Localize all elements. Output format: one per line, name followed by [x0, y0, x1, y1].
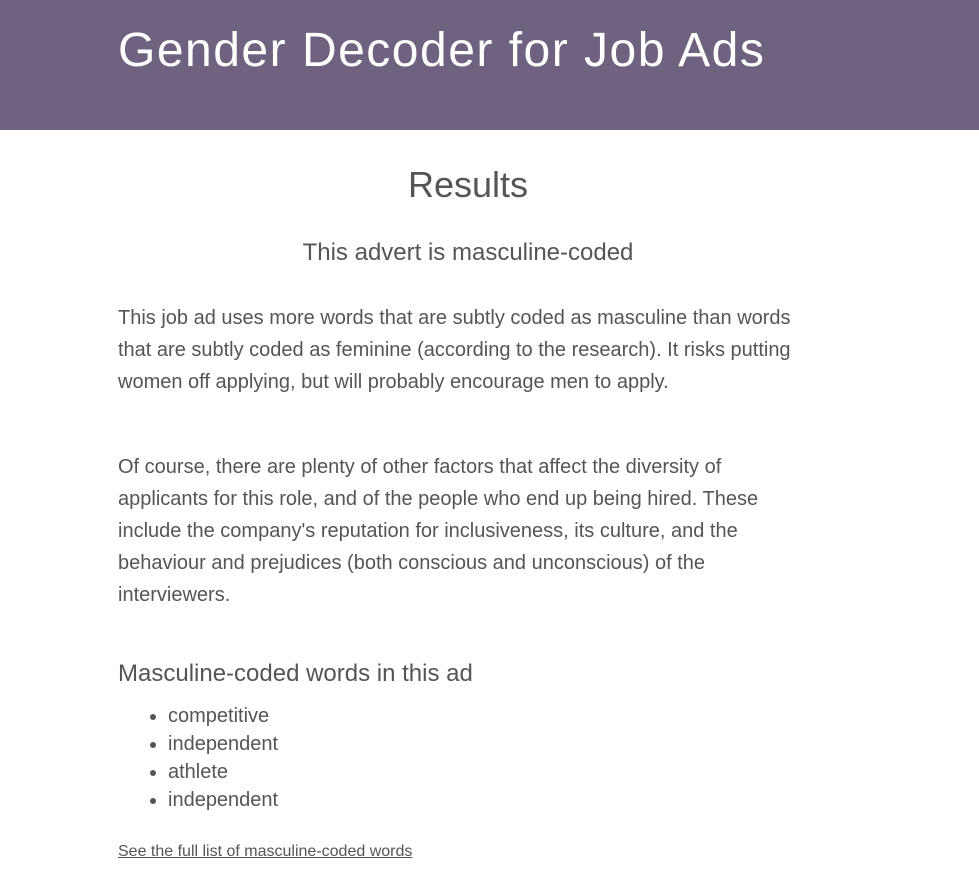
list-item: • athlete	[168, 758, 278, 786]
list-item: • independent	[168, 786, 278, 814]
results-heading: Results	[407, 164, 529, 205]
list-item: • independent	[168, 730, 278, 758]
site-header	[0, 0, 979, 130]
explanation-paragraph: This job ad uses more words that are subtly coded as masculine than words that are subtly coded as feminine (according to the research). It risks putting women off applying, but will probably encourage men to apply.	[118, 307, 791, 393]
caveat-paragraph: Of course, there are plenty of other factors that affect the diversity of applicants for this role, and of the people who end up being hired. These include the company's reputation for inclusiveness, its culture, and the behaviour and prejudices (both conscious and unconscious) of the interviewers.	[118, 456, 759, 606]
list-item: • competitive	[168, 702, 278, 730]
masculine-words-heading: Masculine-coded words in this ad	[118, 660, 473, 687]
full-list-link[interactable]: See the full list of masculine-coded words	[118, 843, 413, 860]
masculine-word-list	[118, 702, 278, 814]
verdict-text: This advert is masculine-coded	[302, 239, 634, 266]
site-title: Gender Decoder for Job Ads	[118, 24, 766, 77]
